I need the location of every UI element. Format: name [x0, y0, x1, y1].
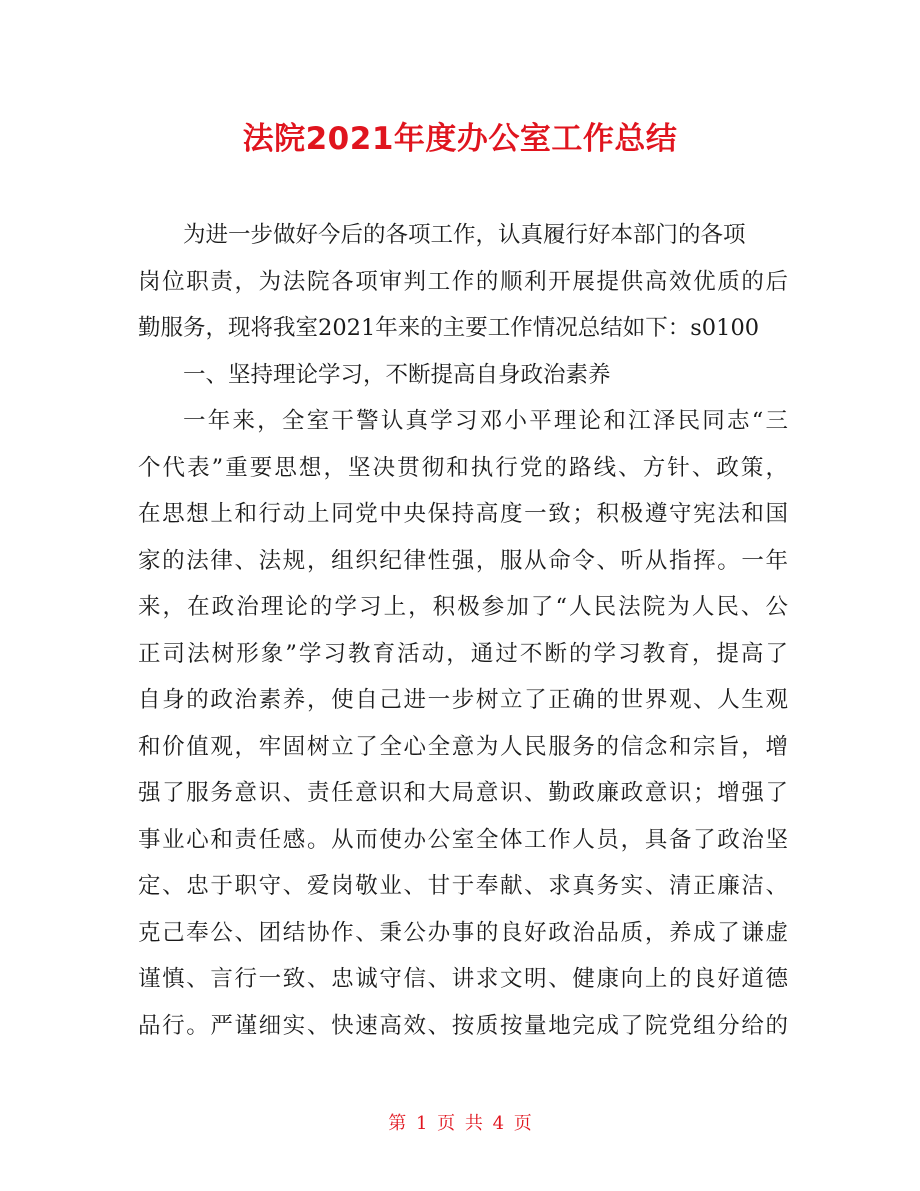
paragraph-line: 品行。严谨细实、快速高效、按质按量地完成了院党组分给的 [138, 1012, 788, 1039]
document-title: 法院2021年度办公室工作总结 [242, 121, 678, 157]
paragraph-line: 家的法律、法规，组织纪律性强，服从命令、听从指挥。一年 [138, 547, 788, 574]
paragraph-line: 强了服务意识、责任意识和大局意识、勤政廉政意识；增强了 [138, 780, 788, 806]
paragraph-line: 一年来，全室干警认真学习邓小平理论和江泽民同志“三 [183, 408, 788, 434]
paragraph-line: 勤服务，现将我室2021年来的主要工作情况总结如下：s0100 [138, 315, 760, 341]
paragraph-line: 在思想上和行动上同党中央保持高度一致；积极遵守宪法和国 [138, 501, 788, 527]
paragraph-line: 为进一步做好今后的各项工作，认真履行好本部门的各项 [183, 222, 746, 248]
paragraph-line: 谨慎、言行一致、忠诚守信、讲求文明、健康向上的良好道德 [138, 966, 788, 992]
paragraph-line: 个代表”重要思想，坚决贯彻和执行党的路线、方针、政策， [138, 454, 788, 481]
paragraph-line: 正司法树形象”学习教育活动，通过不断的学习教育，提高了 [138, 640, 788, 667]
paragraph-line: 定、忠于职守、爱岗敬业、甘于奉献、求真务实、清正廉洁、 [138, 873, 788, 899]
paragraph-line: 事业心和责任感。从而使办公室全体工作人员，具备了政治坚 [138, 826, 788, 853]
page-number-footer: 第 1 页 共 4 页 [388, 1113, 532, 1134]
paragraph-line: 自身的政治素养，使自己进一步树立了正确的世界观、人生观 [138, 687, 788, 713]
paragraph-line: 来，在政治理论的学习上，积极参加了“人民法院为人民、公 [138, 594, 788, 620]
paragraph-line: 岗位职责，为法院各项审判工作的顺利开展提供高效优质的后 [138, 268, 788, 295]
document-body [138, 212, 788, 1049]
section-heading: 一、坚持理论学习，不断提高自身政治素养 [183, 361, 611, 388]
paragraph-line: 克己奉公、团结协作、秉公办事的良好政治品质，养成了谦虚 [138, 919, 788, 946]
paragraph-line: 和价值观，牢固树立了全心全意为人民服务的信念和宗旨，增 [138, 733, 788, 760]
